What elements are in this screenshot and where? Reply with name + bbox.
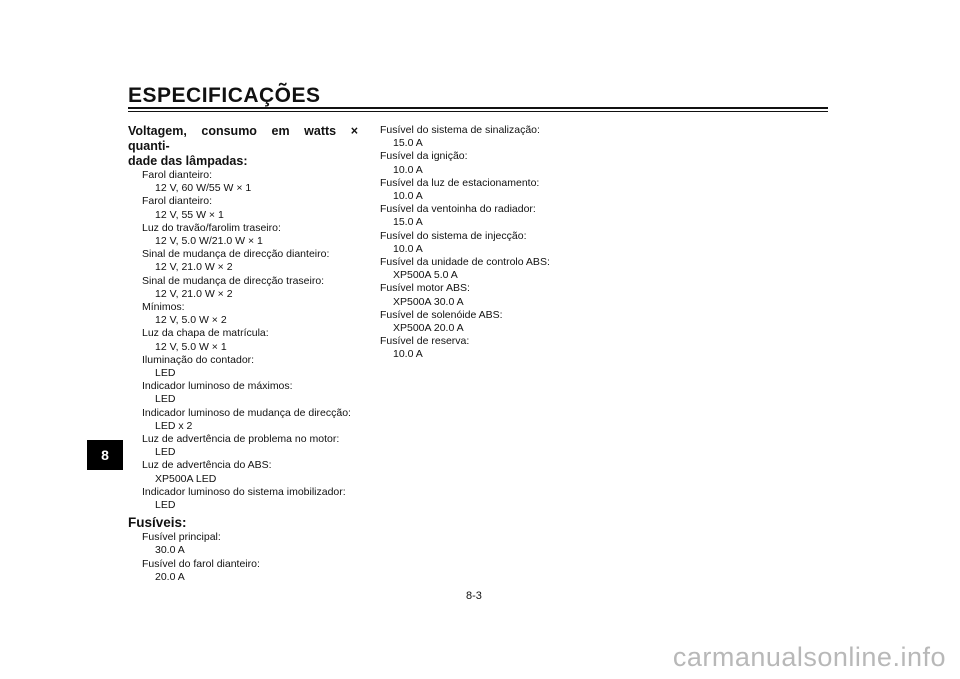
spec-value: 12 V, 55 W × 1 <box>155 208 224 221</box>
spec-label: Farol dianteiro: <box>142 169 213 181</box>
spec-value: 30.0 A <box>155 544 185 557</box>
spec-value: 10.0 A <box>393 190 423 203</box>
spec-value: 20.0 A <box>155 570 185 583</box>
spec-label: Indicador luminoso de mudança de direcção: <box>142 406 351 419</box>
spec-value: LED <box>155 446 176 459</box>
spec-label: Fusível principal: <box>142 531 221 544</box>
spec-value: XP500A 5.0 A <box>393 269 458 282</box>
spec-label: Luz de advertência do ABS: <box>142 459 272 472</box>
spec-label: Fusível de solenóide ABS: <box>380 308 503 321</box>
title-rule-thick <box>128 107 828 109</box>
spec-label: Fusível da luz de estacionamento: <box>380 176 540 189</box>
page-title: ESPECIFICAÇÕES <box>128 84 321 107</box>
right-column <box>380 124 610 362</box>
fuses-heading: Fusíveis: <box>128 515 187 531</box>
spec-value: 12 V, 21.0 W × 2 <box>155 261 233 274</box>
spec-value: LED <box>155 393 176 406</box>
spec-value: XP500A 20.0 A <box>393 322 464 335</box>
spec-value: 10.0 A <box>393 163 423 176</box>
spec-value: LED <box>155 499 176 512</box>
spec-label: Fusível do sistema de injecção: <box>380 229 527 242</box>
spec-label: Fusível do sistema de sinalização: <box>380 124 540 136</box>
spec-label: Sinal de mudança de direcção traseiro: <box>142 274 325 287</box>
spec-value: XP500A LED <box>155 472 217 485</box>
spec-value: LED <box>155 367 176 380</box>
spec-label: Indicador luminoso de máximos: <box>142 380 293 393</box>
spec-label: Fusível motor ABS: <box>380 282 470 295</box>
page-number: 8-3 <box>466 590 482 602</box>
spec-label: Fusível do farol dianteiro: <box>142 557 260 570</box>
spec-label: Fusível da unidade de controlo ABS: <box>380 256 550 269</box>
spec-value: 12 V, 60 W/55 W × 1 <box>155 182 252 195</box>
title-rule-thin <box>128 111 828 112</box>
spec-value: 12 V, 21.0 W × 2 <box>155 287 233 300</box>
spec-value: 12 V, 5.0 W × 2 <box>155 314 227 327</box>
spec-value: 15.0 A <box>393 216 423 229</box>
spec-value: 10.0 A <box>393 348 423 361</box>
lamps-heading-line-1: Voltagem, consumo em watts × quanti- <box>128 124 358 153</box>
spec-label: Fusível da ignição: <box>380 150 468 163</box>
spec-value: LED x 2 <box>155 419 193 432</box>
spec-label: Luz do travão/farolim traseiro: <box>142 221 281 234</box>
spec-label: Farol dianteiro: <box>142 195 213 208</box>
spec-label: Iluminação do contador: <box>142 353 255 366</box>
spec-label: Fusível de reserva: <box>380 335 470 348</box>
lamps-heading-line-2: dade das lâmpadas: <box>128 154 248 168</box>
spec-label: Sinal de mudança de direcção dianteiro: <box>142 248 330 261</box>
spec-value: 10.0 A <box>393 242 423 255</box>
spec-label: Luz da chapa de matrícula: <box>142 327 269 340</box>
spec-value: 12 V, 5.0 W/21.0 W × 1 <box>155 235 263 248</box>
spec-value: 15.0 A <box>393 137 423 150</box>
spec-label: Mínimos: <box>142 301 185 314</box>
left-column <box>128 124 358 584</box>
spec-label: Luz de advertência de problema no motor: <box>142 433 340 446</box>
chapter-tab: 8 <box>87 440 123 470</box>
watermark-text: carmanualsonline.info <box>672 642 946 672</box>
spec-value: XP500A 30.0 A <box>393 295 464 308</box>
spec-value: 12 V, 5.0 W × 1 <box>155 340 227 353</box>
spec-label: Indicador luminoso do sistema imobilizador: <box>142 485 346 498</box>
spec-label: Fusível da ventoinha do radiador: <box>380 203 536 216</box>
